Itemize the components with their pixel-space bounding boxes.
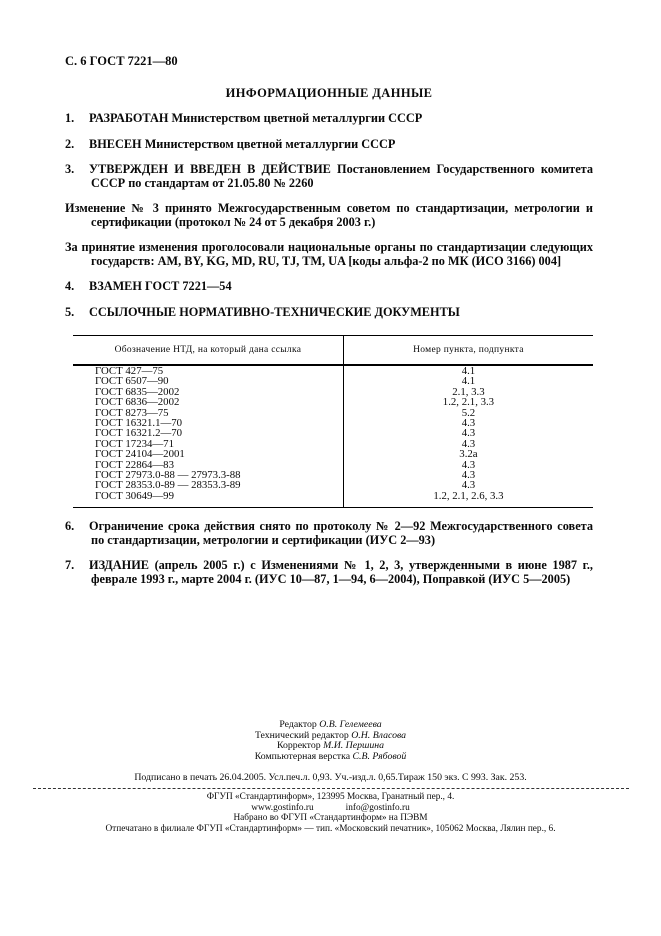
colophon xyxy=(0,720,661,834)
contact-line xyxy=(0,803,661,814)
cell-ntd: ГОСТ 30649—99 xyxy=(73,491,343,508)
col-header-ntd: Обозначение НТД, на который дана ссылка xyxy=(73,336,343,366)
info-items-bottom xyxy=(65,520,593,586)
typeset-line: Набрано во ФГУП «Стандартинформ» на ПЭВМ xyxy=(233,813,428,824)
item-number: 2. xyxy=(65,136,75,151)
cell-ref: 5.2 xyxy=(461,406,476,419)
item-text: Ограничение срока действия снято по протоколу № 2—92 Межгосударственного совета по стандартизации, метрологии и сертификации (ИУС 2—93) xyxy=(89,519,593,547)
info-item xyxy=(65,520,593,547)
info-item xyxy=(65,559,593,586)
item-text: РАЗРАБОТАН Министерством цветной металлургии СССР xyxy=(89,111,423,125)
page-title: ИНФОРМАЦИОННЫЕ ДАННЫЕ xyxy=(225,86,433,100)
cell-ntd: ГОСТ 8273—75 xyxy=(73,408,343,418)
editor-role: Редактор xyxy=(279,719,317,730)
info-item xyxy=(65,163,593,190)
editor-role: Корректор xyxy=(276,740,321,752)
editor-name: М.И. Першина xyxy=(323,740,385,752)
references-table xyxy=(73,335,593,508)
item-text: ИЗДАНИЕ (апрель 2005 г.) с Изменениями № 1, 2, 3, утвержденными в июне 1987 г., феврале 1993 г., марте 2004 г. (ИУС 10—87, 1—94, 6—2004), Поправкой (ИУС 5—2005) xyxy=(89,558,593,586)
cell-ntd: ГОСТ 27973.0-88 — 27973.3-88 xyxy=(73,470,343,480)
item-number: 3. xyxy=(65,162,75,176)
cell-ntd: ГОСТ 24104—2001 xyxy=(73,449,343,459)
editor-name: С.В. Рябовой xyxy=(352,750,407,762)
publisher-website: www.gostinfo.ru xyxy=(251,802,314,813)
item-text: За принятие изменения проголосовали национальные органы по стандартизации следующих государств: AM, BY, KG, MD, RU, TJ, TM, UA [коды альфа-2 по МК (ИСО 3166) 004] xyxy=(65,240,593,268)
cell-ntd: ГОСТ 6835—2002 xyxy=(73,387,343,397)
item-number: 7. xyxy=(65,558,75,573)
item-number: 6. xyxy=(65,519,75,534)
table-body xyxy=(73,365,593,508)
table-header-row xyxy=(73,336,593,366)
printed-line: Отпечатано в филиале ФГУП «Стандартинформ» — тип. «Московский печатник», 105062 Москва, Лялин пер., 6. xyxy=(105,823,556,834)
cell-ref: 4.3 xyxy=(461,469,476,482)
cell-ntd: ГОСТ 6836—2002 xyxy=(73,397,343,407)
table-row xyxy=(73,491,593,508)
editor-role: Компьютерная верстка xyxy=(254,750,351,762)
document-body xyxy=(65,112,593,586)
running-head: С. 6 ГОСТ 7221—80 xyxy=(65,54,178,68)
info-items-top xyxy=(65,112,593,319)
item-text: УТВЕРЖДЕН И ВВЕДЕН В ДЕЙСТВИЕ Постановлением Государственного комитета СССР по стандартам от 21.05.80 № 2260 xyxy=(89,162,593,190)
cell-ref: 1.2, 2.1, 3.3 xyxy=(442,396,495,409)
item-number: 5. xyxy=(65,304,75,319)
cell-ntd: ГОСТ 17234—71 xyxy=(73,439,343,449)
cell-ref: 4.3 xyxy=(461,437,476,450)
editor-role: Технический редактор xyxy=(254,729,349,741)
info-item xyxy=(65,202,593,229)
cell-ntd: ГОСТ 28353.0-89 — 28353.3-89 xyxy=(73,480,343,490)
cell-ref: 4.1 xyxy=(461,365,476,377)
references-table-wrap xyxy=(73,335,593,508)
cell-ntd: ГОСТ 22864—83 xyxy=(73,460,343,470)
item-number: 1. xyxy=(65,111,75,125)
info-item xyxy=(65,280,593,294)
cell-ntd: ГОСТ 427—75 xyxy=(73,365,343,376)
cell-ntd: ГОСТ 16321.1—70 xyxy=(73,418,343,428)
item-text: ВЗАМЕН ГОСТ 7221—54 xyxy=(89,279,232,293)
item-number: 4. xyxy=(65,279,75,293)
cell-ref: 1.2, 2.1, 2.6, 3.3 xyxy=(433,489,504,502)
info-item xyxy=(65,112,593,126)
cell-ntd: ГОСТ 6507—90 xyxy=(73,376,343,386)
item-text: ВНЕСЕН Министерством цветной металлургии СССР xyxy=(89,136,396,151)
cell-ref: 4.3 xyxy=(461,458,476,471)
dashed-divider xyxy=(33,788,629,789)
editors-block xyxy=(0,720,661,762)
cell-ntd: ГОСТ 16321.2—70 xyxy=(73,428,343,438)
publisher-email: info@gostinfo.ru xyxy=(345,802,410,813)
cell-ref: 4.1 xyxy=(461,375,476,388)
info-item xyxy=(65,241,593,268)
item-text: Изменение № 3 принято Межгосударственным советом по стандартизации, метрологии и сертификации (протокол № 24 от 5 декабря 2003 г.) xyxy=(65,201,593,229)
publisher-address: ФГУП «Стандартинформ», 123995 Москва, Гранатный пер., 4. xyxy=(206,792,455,803)
imprint-line: Подписано в печать 26.04.2005. Усл.печ.л. 0,93. Уч.-изд.л. 0,65.Тираж 150 экз. С 993. Зак. 253. xyxy=(134,772,527,784)
info-item xyxy=(65,138,593,152)
cell-ref: 3.2а xyxy=(459,448,478,461)
info-item xyxy=(65,306,593,320)
editor-name: О.Н. Власова xyxy=(351,729,407,741)
item-text: ССЫЛОЧНЫЕ НОРМАТИВНО-ТЕХНИЧЕСКИЕ ДОКУМЕНТЫ xyxy=(89,304,460,319)
editor-line xyxy=(0,752,661,763)
cell-ref: 4.3 xyxy=(461,479,476,492)
cell-ref: 4.3 xyxy=(461,417,476,430)
cell-ref: 4.3 xyxy=(461,427,476,440)
cell-ref: 2.1, 3.3 xyxy=(452,385,485,398)
col-header-ref: Номер пункта, подпункта xyxy=(343,336,593,366)
editor-name: О.В. Гелемеева xyxy=(319,719,382,730)
